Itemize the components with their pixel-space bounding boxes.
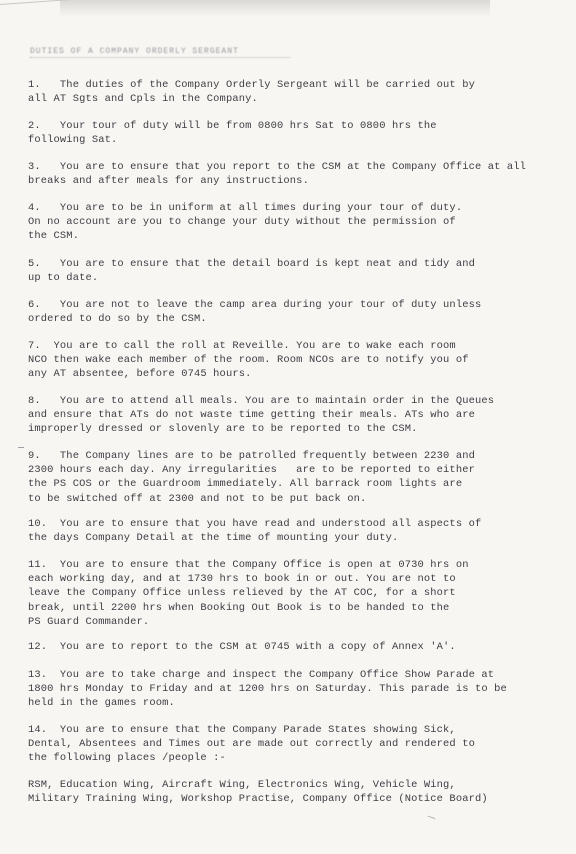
stray-pen-mark <box>428 813 437 819</box>
paragraph-2: 2. Your tour of duty will be from 0800 hrs Sat to 0800 hrs the following Sat. <box>28 120 437 147</box>
paragraph-3: 3. You are to ensure that you report to the CSM at the Company Office at all breaks and after meals for any instructions. <box>28 161 527 188</box>
paragraph-8: 8. You are to attend all meals. You are to maintain order in the Queues and ensure that ATs do not waste time getting their meals. ATs who are improperly dressed or slovenly are to be reported to the CSM. <box>28 395 495 436</box>
paragraph-4: 4. You are to be in uniform at all times during your tour of duty. On no account are you to change your duty without the permission of the CSM. <box>28 202 463 243</box>
paragraph-14: 14. You are to ensure that the Company Parade States showing Sick, Dental, Absentees and Times out are made out correctly and rendered to the following places /people :- <box>28 724 475 765</box>
paragraph-12: 12. You are to report to the CSM at 0745 with a copy of Annex 'A'. <box>28 641 456 653</box>
margin-mark <box>18 447 24 448</box>
paragraph-11: 11. You are to ensure that the Company Office is open at 0730 hrs on each working day, and at 1730 hrs to book in or out. You are not to leave the Company Office unless relieved by the AT COC, for a short break, until 2200 hrs when Booking Out Book is to be handed to the PS Guard Commander. <box>28 559 469 628</box>
scan-shadow <box>60 0 490 18</box>
document-heading: DUTIES OF A COMPANY ORDERLY SERGEANT <box>30 45 290 58</box>
paragraph-6: 6. You are not to leave the camp area during your tour of duty unless ordered to do so by the CSM. <box>28 299 482 326</box>
distribution-list: RSM, Education Wing, Aircraft Wing, Electronics Wing, Vehicle Wing, Military Training Wing, Workshop Practise, Company Office (Notice Board) <box>28 779 488 806</box>
paragraph-7: 7. You are to call the roll at Reveille. You are to wake each room NCO then wake each member of the room. Room NCOs are to notify you of any AT absentee, before 0745 hours. <box>28 340 469 381</box>
paragraph-13: 13. You are to take charge and inspect the Company Office Show Parade at 1800 hrs Monday to Friday and at 1200 hrs on Saturday. This parade is to be held in the games room. <box>28 669 507 710</box>
paragraph-1: 1. The duties of the Company Orderly Sergeant will be carried out by all AT Sgts and Cpls in the Company. <box>28 79 475 106</box>
paragraph-9: 9. The Company lines are to be patrolled frequently between 2230 and 2300 hours each day. Any irregularities are to be reported to either the PS COS or the Guardroom immediately. All barrack room lights are to be switched off at 2300 and not to be put back on. <box>28 450 475 505</box>
paragraph-10: 10. You are to ensure that you have read and understood all aspects of the days Company Detail at the time of mounting your duty. <box>28 518 482 545</box>
paragraph-5: 5. You are to ensure that the detail board is kept neat and tidy and up to date. <box>28 258 475 285</box>
